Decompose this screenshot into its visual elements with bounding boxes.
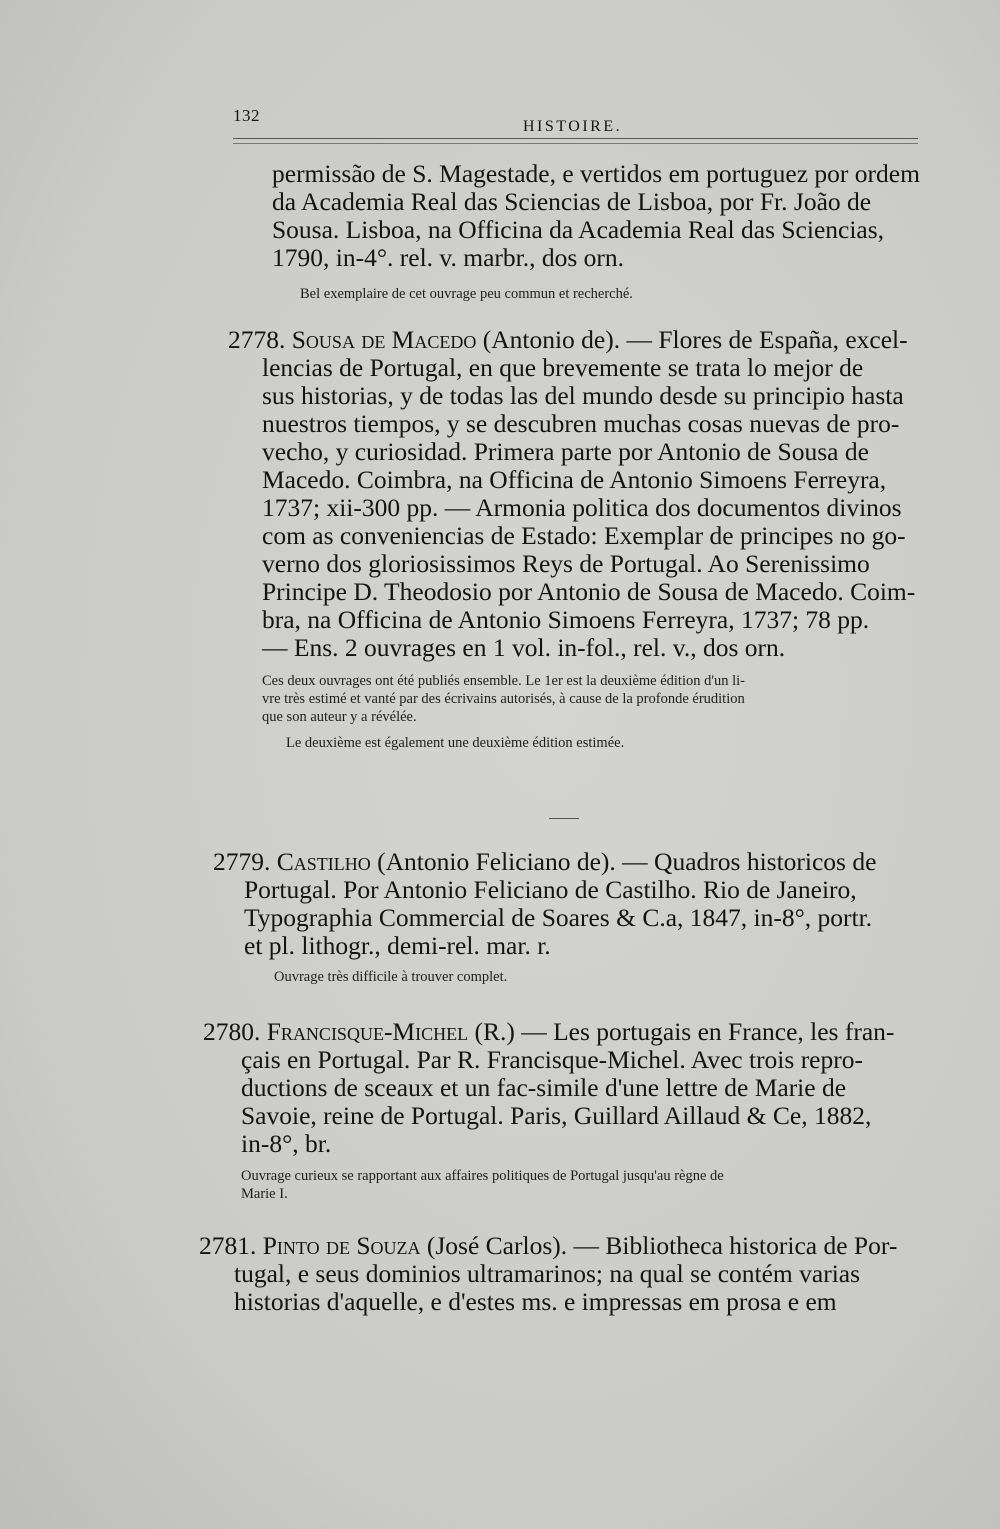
- text-line: da Academia Real das Sciencias de Lisboa, por Fr. João de: [272, 187, 872, 216]
- text-line: Portugal. Por Antonio Feliciano de Castilho. Rio de Janeiro,: [244, 875, 857, 904]
- text-line: in-8°, br.: [241, 1129, 332, 1158]
- text-line: ductions de sceaux et un fac-simile d'une lettre de Marie de: [241, 1073, 847, 1102]
- note-line: Bel exemplaire de cet ouvrage peu commun et recherché.: [300, 286, 633, 302]
- note-line: Le deuxième est également une deuxième édition estimée.: [286, 735, 625, 751]
- text-line: Sousa. Lisboa, na Officina da Academia Real das Sciencias,: [272, 215, 885, 244]
- text-line: vecho, y curiosidad. Primera parte por Antonio de Sousa de: [262, 437, 869, 466]
- text-line: 1737; xii-300 pp. — Armonia politica dos documentos divinos: [262, 493, 902, 522]
- text-line: verno dos gloriosissimos Reys de Portugal. Ao Serenissimo: [262, 549, 870, 578]
- note-line: vre très estimé et vanté par des écrivains autorisés, à cause de la profonde érudition: [262, 691, 745, 707]
- entry-2781-first-line: [199, 1232, 897, 1260]
- text-line: com as conveniencias de Estado: Exemplar de principes no go-: [262, 521, 906, 550]
- header-rule-thin: [233, 143, 918, 144]
- text-line: permissão de S. Magestade, e vertidos em portuguez por ordem: [272, 159, 920, 188]
- note-line: Ouvrage curieux se rapportant aux affaires politiques de Portugal jusqu'au règne de: [241, 1168, 724, 1184]
- header-rule: [233, 138, 918, 139]
- text-line: Typographia Commercial de Soares & C.a, 1847, in-8°, portr.: [244, 903, 873, 932]
- note-line: Ces deux ouvrages ont été publiés ensemble. Le 1er est la deuxième édition d'un li-: [262, 673, 745, 689]
- entry-text: (R.) — Les portugais en France, les fran-: [474, 1017, 895, 1046]
- text-line: Principe D. Theodosio por Antonio de Sousa de Macedo. Coim-: [262, 577, 916, 606]
- entry-number: 2779.: [213, 847, 271, 876]
- entry-text: (Antonio de). — Flores de España, excel-: [482, 325, 908, 354]
- text-line: sus historias, y de todas las del mundo desde su principio hasta: [262, 381, 904, 410]
- text-line: tugal, e seus dominios ultramarinos; na qual se contém varias: [234, 1259, 861, 1288]
- entry-author: Pinto de Souza: [262, 1231, 421, 1260]
- entry-2779-first-line: [213, 848, 876, 876]
- text-line: et pl. lithogr., demi-rel. mar. r.: [244, 931, 551, 960]
- text-line: lencias de Portugal, en que brevemente se trata lo mejor de: [262, 353, 864, 382]
- entry-2780-first-line: [203, 1018, 894, 1046]
- text-line: — Ens. 2 ouvrages en 1 vol. in-fol., rel. v., dos orn.: [262, 633, 786, 662]
- entry-number: 2778.: [228, 325, 286, 354]
- entry-text: (Antonio Feliciano de). — Quadros historicos de: [377, 847, 877, 876]
- entry-text: (José Carlos). — Bibliotheca historica de Por-: [426, 1231, 898, 1260]
- entry-number: 2780.: [203, 1017, 261, 1046]
- page-number: 132: [233, 106, 260, 125]
- entry-author: Sousa de Macedo: [291, 325, 477, 354]
- note-line: Ouvrage très difficile à trouver complet.: [274, 969, 508, 985]
- section-divider: [549, 818, 579, 819]
- entry-number: 2781.: [199, 1231, 257, 1260]
- entry-author: Francisque-Michel: [266, 1017, 469, 1046]
- note-line: Marie I.: [241, 1186, 288, 1202]
- text-line: Macedo. Coimbra, na Officina de Antonio Simoens Ferreyra,: [262, 465, 887, 494]
- note-line: que son auteur y a révélée.: [262, 709, 417, 725]
- text-line: 1790, in-4°. rel. v. marbr., dos orn.: [272, 243, 625, 272]
- entry-author: Castilho: [276, 847, 371, 876]
- text-line: nuestros tiempos, y se descubren muchas cosas nuevas de pro-: [262, 409, 900, 438]
- running-title: HISTOIRE.: [523, 118, 623, 135]
- entry-2778-first-line: [228, 326, 908, 354]
- text-line: bra, na Officina de Antonio Simoens Ferreyra, 1737; 78 pp.: [262, 605, 870, 634]
- text-line: Savoie, reine de Portugal. Paris, Guillard Aillaud & Ce, 1882,: [241, 1101, 872, 1130]
- text-line: çais en Portugal. Par R. Francisque-Michel. Avec trois repro-: [241, 1045, 863, 1074]
- text-line: historias d'aquelle, e d'estes ms. e impressas em prosa e em: [234, 1287, 837, 1316]
